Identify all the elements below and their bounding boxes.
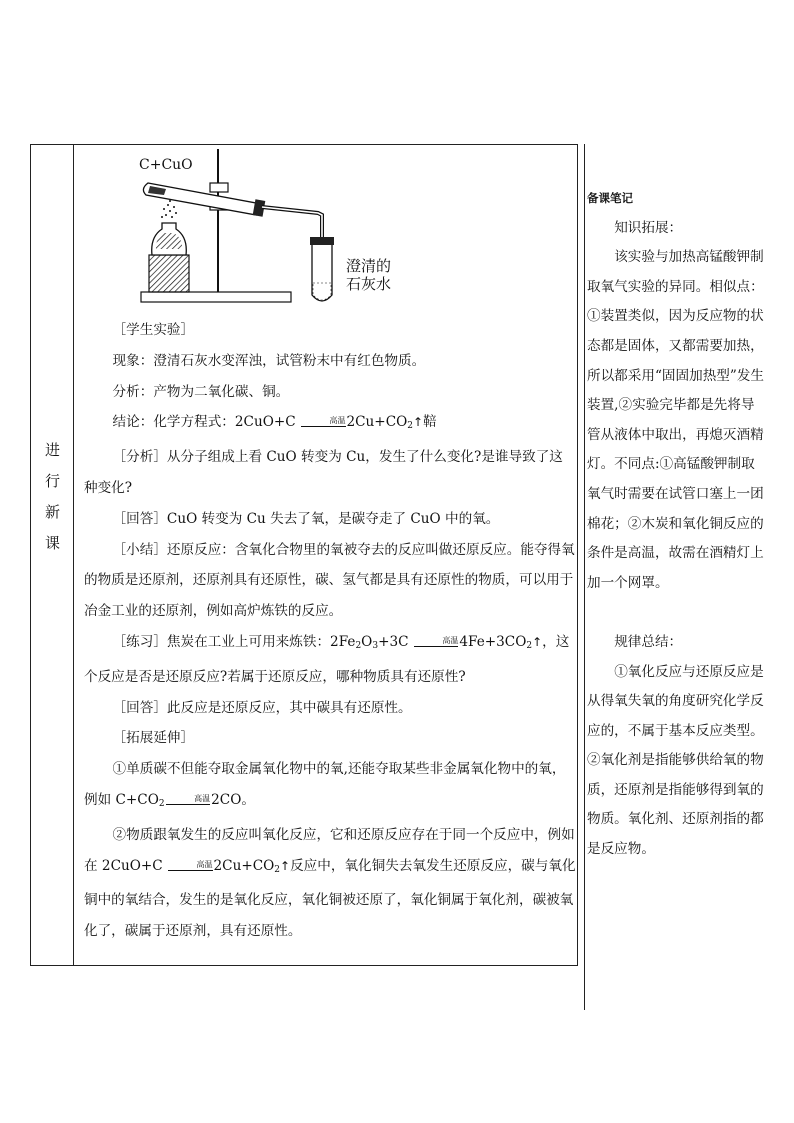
reactant-label: C+CuO [139,157,193,173]
lesson-table [30,144,578,966]
limewater-label: 澄清的 [346,257,392,275]
limewater-label: 石灰水 [346,275,392,293]
equation-paragraph [84,627,576,693]
text-run: 结论：化学方程式：2CuO+C [112,414,300,431]
side-char: 进 [44,441,60,459]
gas-arrow: ↑ [280,858,291,873]
subscript: 2 [526,640,533,651]
notes-paragraph: ①氧化反应与还原反应是从得氧失氧的角度研究化学反应的，不属于基本反应类型。②氧化剂是指能够供给氧的物质，还原剂是指能够得到氧的物质。氧化剂、还原剂指的都是反应物。 [587,663,764,858]
paragraph: ［回答］CuO 转变为 Cu 失去了氧，是碳夺走了 CuO 中的氧。 [112,510,500,527]
paragraph: 现象：澄清石灰水变浑浊，试管粉末中有红色物质。 [112,352,426,369]
side-column [31,145,74,965]
flame [161,200,177,218]
subscript: 2 [274,864,281,875]
notes-title: 备课笔记 [587,191,633,205]
lamp-block [149,255,189,292]
paragraph: ［小结］还原反应：含氧化合物里的氧被夺去的反应叫做还原反应。能夺得氧的物质是还原剂，还原剂具有还原性，碳、氢气都是具有还原性的物质，可以用于冶金工业的还原剂，例如高炉炼铁的反应。 [84,541,575,620]
text-run: ②物质跟氧发生的反应叫氧化反应，它和还原反应存在于同一个反应中，例如在 2CuO+C [84,826,575,874]
reaction-condition: 高温 [166,795,211,803]
stand-base [141,292,291,302]
side-char: 行 [44,472,60,490]
lesson-content [84,315,576,947]
subscript: 3 [372,640,379,651]
paragraph: ［分析］从分子组成上看 CuO 转变为 Cu，发生了什么变化?是谁导致了这种变化? [84,449,563,496]
text-run: 鞛 [423,414,437,431]
text-run: 反应中，氧化铜失去氧发生还原反应，碳与氧化铜中的氧结合，发生的是氧化反应，氧化铜被还原了，氧化铜属于氧化剂，碳被氧化了，碳属于还原剂，具有还原性。 [84,857,576,940]
limewater-liquid [313,283,331,300]
text-run: ①单质碳不但能夺取金属氧化物中的氧,还能夺取某些非金属氧化物中的氧，例如 C+CO [84,761,566,808]
subscript: 2 [407,421,413,432]
reaction-condition: 高温 [414,637,459,645]
text-run: 4Fe+3CO [459,633,527,650]
paragraph: ［学生实验］ [112,322,195,338]
equation-paragraph [84,820,576,947]
side-label [31,435,74,559]
text-run: ［练习］焦炭在工业上可用来炼铁：2Fe [112,633,356,650]
notes-divider [584,144,585,1010]
limewater-stopper [310,237,334,245]
equation-paragraph [84,407,576,442]
notes-paragraph: 该实验与加热高锰酸钾制取氧气实验的异同。相似点：①装置类似，因为反应物的状态都是固体，又都需要加热，所以都采用“固固加热型”发生装置,②实验完毕都是先将导管从液体中取出，再熄灭酒精灯。不同点:①高锰酸钾制取氧气时需要在试管口塞上一团棉花；②木炭和氧化铜反应的条件是高温，故需在酒精灯上加一个网罩。 [587,249,765,591]
text-run: +3C [378,633,413,650]
notes-spacer [587,598,767,628]
text-run: ，这个反应是否是还原反应?若属于还原反应，哪种物质具有还原性? [84,633,570,685]
text-run: 2CO。 [211,791,255,808]
subscript: 2 [158,798,165,809]
side-char: 新 [44,503,60,521]
subscript: 2 [355,640,362,651]
apparatus-diagram [106,145,406,313]
side-char: 课 [44,534,60,552]
reaction-condition: 高温 [168,861,213,869]
reaction-condition: 高温 [301,417,346,425]
gas-arrow: ↑ [532,634,543,649]
equation-paragraph [84,754,576,820]
text-run: 2Cu+CO [213,857,275,874]
notes-heading: 规律总结： [614,633,683,650]
text-run: 2Cu+CO [346,414,408,431]
paragraph: ［回答］此反应是还原反应，其中碳具有还原性。 [112,699,412,716]
paragraph: 分析：产物为二氧化碳、铜。 [112,383,290,400]
test-tube [143,183,256,215]
notes-heading: 知识拓展： [614,219,683,236]
gas-arrow: ↑ [412,415,424,430]
notes-column [587,184,767,865]
text-run: O [361,633,373,650]
clamp [210,183,228,192]
paragraph: ［拓展延伸］ [112,730,195,747]
